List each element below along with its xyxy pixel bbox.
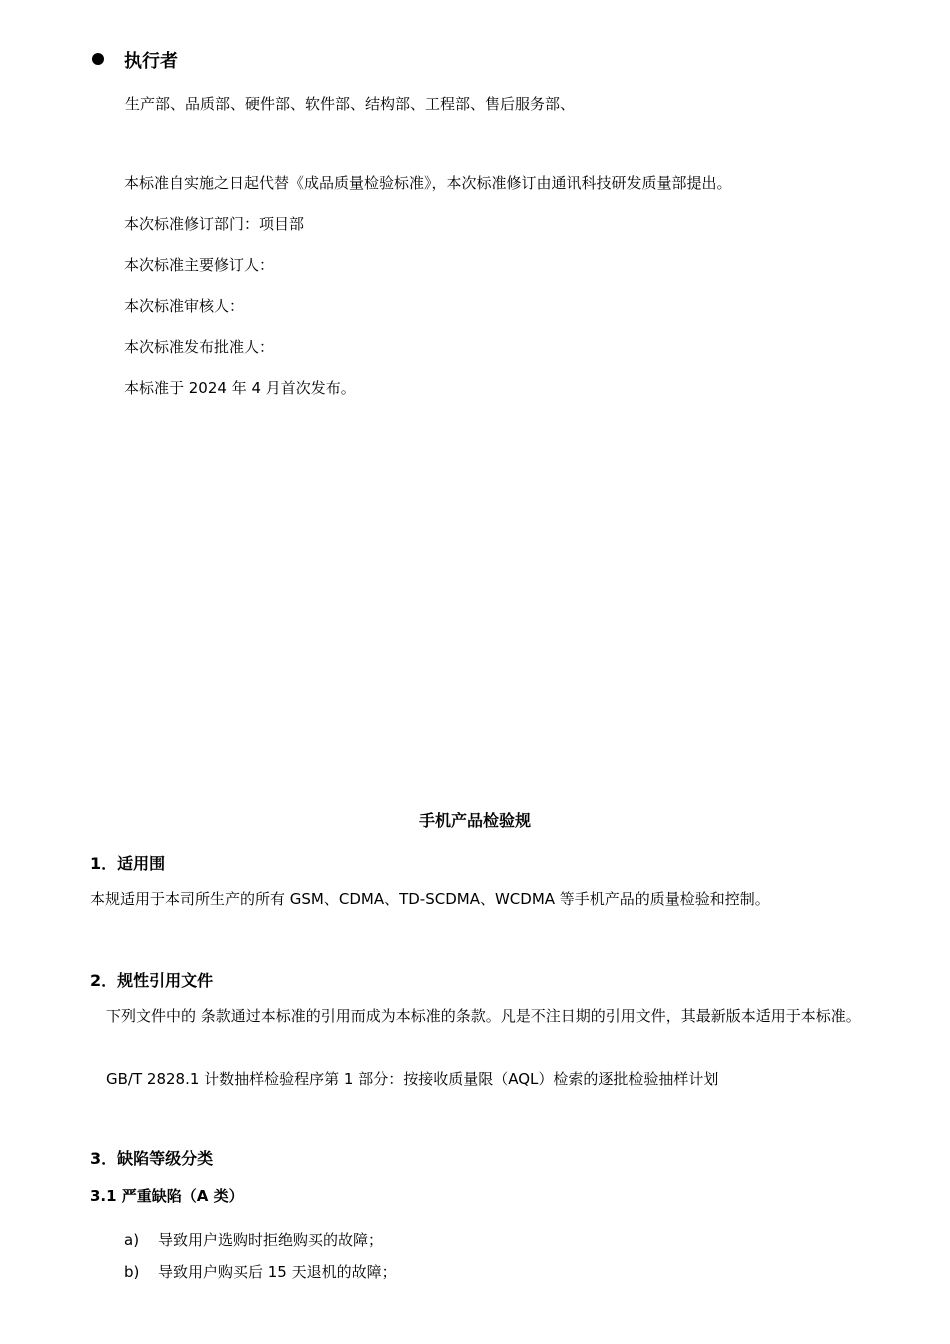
preface-line-3: 本次标准主要修订人： (124, 256, 275, 274)
preface-line-2: 本次标准修订部门：项目部 (124, 215, 305, 233)
section-1-heading: 1．适用围 (90, 854, 166, 873)
list-item-text: 导致用户购买后 15 天退机的故障； (158, 1263, 397, 1281)
executor-heading: 执行者 (124, 51, 178, 72)
executor-departments: 生产部、品质部、硬件部、软件部、结构部、工程部、售后服务部、 (125, 95, 576, 113)
preface-line-4: 本次标准审核人： (124, 297, 245, 315)
section-3-heading: 3．缺陷等级分类 (90, 1149, 214, 1168)
list-item (124, 1229, 383, 1250)
bullet-icon (92, 53, 104, 65)
list-marker: b) (124, 1263, 140, 1281)
preface-line-6: 本标准于 2024 年 4 月首次发布。 (124, 379, 356, 397)
list-marker: a) (124, 1231, 140, 1249)
list-item-text: 导致用户选购时拒绝购买的故障； (158, 1231, 384, 1249)
section-2-heading: 2．规性引用文件 (90, 971, 214, 990)
section-1-text: 本规适用于本司所生产的所有 GSM、CDMA、TD-SCDMA、WCDMA 等手机产品的质量检验和控制。 (90, 890, 770, 908)
section-3-1-heading: 3.1 严重缺陷（A 类） (90, 1187, 244, 1205)
section-2-reference: GB/T 2828.1 计数抽样检验程序第 1 部分：按接收质量限（AQL）检索的逐批检验抽样计划 (106, 1070, 719, 1088)
document-title: 手机产品检验规 (418, 811, 531, 830)
list-item (124, 1261, 397, 1282)
section-2-text: 下列文件中的 条款通过本标准的引用而成为本标准的条款。凡是不注日期的引用文件，其最新版本适用于本标准。 (106, 1007, 861, 1025)
preface-line-5: 本次标准发布批准人： (124, 338, 275, 356)
preface-line-1: 本标准自实施之日起代替《成品质量检验标准》，本次标准修订由通讯科技研发质量部提出。 (124, 174, 732, 192)
